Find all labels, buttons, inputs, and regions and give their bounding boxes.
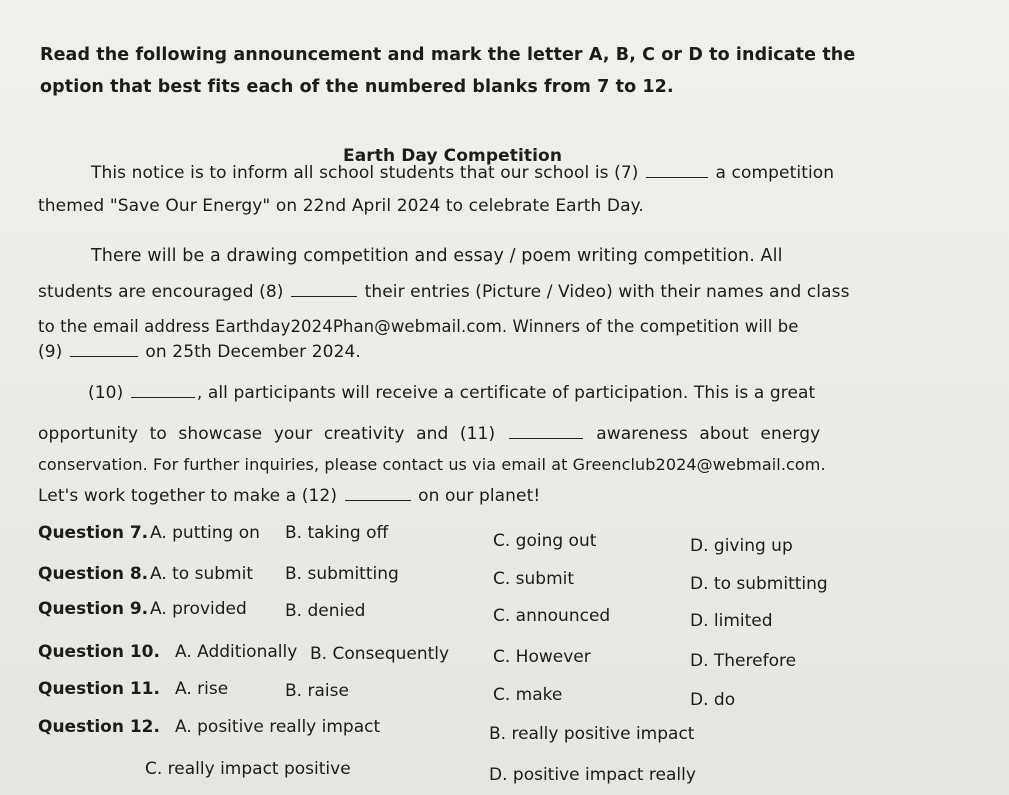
question-10-label: Question 10. — [38, 642, 160, 662]
paragraph-2-line-1: There will be a drawing competition and essay / poem writing competition. All — [91, 246, 783, 266]
text-segment: Let's work together to make a (12) — [38, 486, 338, 506]
question-11-label: Question 11. — [38, 679, 160, 699]
text-segment: a competition — [715, 163, 835, 183]
text-segment: opportunity to showcase your creativity and (11) — [38, 424, 496, 444]
question-8-option-d[interactable]: D. to submitting — [690, 574, 828, 594]
question-10-option-d[interactable]: D. Therefore — [690, 651, 797, 671]
question-7-option-b[interactable]: B. taking off — [285, 523, 389, 543]
paragraph-3-line-2 — [38, 423, 820, 445]
question-9-option-d[interactable]: D. limited — [690, 611, 773, 631]
text-segment: students are encouraged (8) — [38, 282, 284, 302]
text-segment: , all participants will receive a certificate of participation. This is a great — [196, 383, 816, 403]
question-10-option-b[interactable]: B. Consequently — [310, 644, 450, 664]
question-7-label: Question 7. — [38, 523, 149, 543]
instruction-line-2: option that best fits each of the numbered blanks from 7 to 12. — [40, 77, 674, 97]
question-12-option-a[interactable]: A. positive really impact — [175, 717, 381, 737]
paragraph-3-line-1 — [88, 382, 815, 404]
blank-12[interactable] — [345, 486, 411, 501]
question-12-option-b[interactable]: B. really positive impact — [489, 724, 695, 744]
text-segment: (9) — [38, 342, 63, 362]
text-segment: on 25th December 2024. — [145, 342, 361, 362]
question-9-option-b[interactable]: B. denied — [285, 601, 366, 621]
question-9-option-a[interactable]: A. provided — [150, 599, 247, 619]
question-12-option-c[interactable]: C. really impact positive — [145, 759, 351, 779]
question-7-option-c[interactable]: C. going out — [493, 531, 597, 551]
question-9-option-c[interactable]: C. announced — [493, 606, 611, 626]
text-segment: their entries (Picture / Video) with their names and class — [364, 282, 850, 302]
question-11-option-c[interactable]: C. make — [493, 685, 563, 705]
text-segment: (10) — [88, 383, 124, 403]
question-12-label: Question 12. — [38, 717, 160, 737]
question-7-option-a[interactable]: A. putting on — [150, 523, 260, 543]
text-segment: awareness about energy — [596, 424, 821, 444]
paragraph-2-line-2 — [38, 281, 850, 303]
paragraph-2-line-3: to the email address Earthday2024Phan@webmail.com. Winners of the competition will be — [38, 317, 799, 336]
blank-11[interactable] — [509, 424, 583, 439]
paragraph-3-line-3: conservation. For further inquiries, please contact us via email at Greenclub2024@webmail.com. — [38, 455, 826, 474]
announcement-title: Earth Day Competition — [343, 146, 563, 166]
question-10-option-c[interactable]: C. However — [493, 647, 591, 667]
question-8-option-a[interactable]: A. to submit — [150, 564, 253, 584]
question-7-option-d[interactable]: D. giving up — [690, 536, 793, 556]
instruction-line-1: Read the following announcement and mark the letter A, B, C or D to indicate the — [40, 45, 856, 65]
blank-8[interactable] — [291, 282, 357, 297]
question-8-option-c[interactable]: C. submit — [493, 569, 575, 589]
question-8-label: Question 8. — [38, 564, 149, 584]
question-12-option-d[interactable]: D. positive impact really — [489, 765, 696, 785]
question-11-option-b[interactable]: B. raise — [285, 681, 349, 701]
question-10-option-a[interactable]: A. Additionally — [175, 642, 298, 662]
question-11-option-d[interactable]: D. do — [690, 690, 736, 710]
blank-9[interactable] — [70, 342, 138, 357]
blank-7[interactable] — [646, 163, 708, 178]
text-segment: on our planet! — [418, 486, 541, 506]
paragraph-2-line-4 — [38, 341, 361, 363]
blank-10[interactable] — [131, 383, 195, 398]
question-8-option-b[interactable]: B. submitting — [285, 564, 399, 584]
paragraph-3-line-4 — [38, 485, 540, 507]
question-9-label: Question 9. — [38, 599, 149, 619]
question-11-option-a[interactable]: A. rise — [175, 679, 229, 699]
paragraph-1-line-2: themed "Save Our Energy" on 22nd April 2024 to celebrate Earth Day. — [38, 196, 644, 216]
paragraph-1-line-1 — [91, 162, 834, 184]
text-segment: This notice is to inform all school students that our school is (7) — [91, 163, 639, 183]
